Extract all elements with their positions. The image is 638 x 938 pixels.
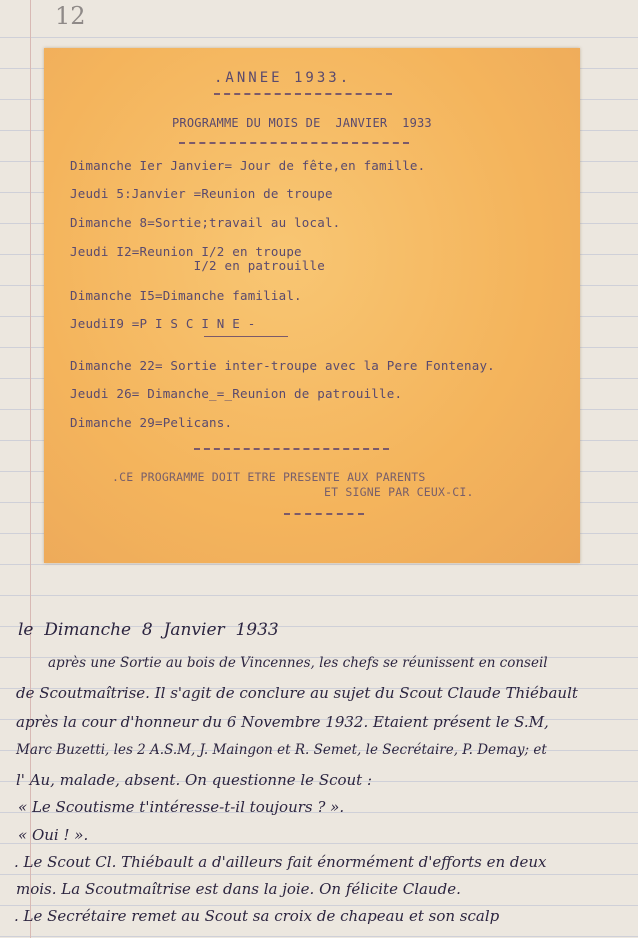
entry-line: après une Sortie au bois de Vincennes, les chefs se réunissent en conseil bbox=[48, 655, 548, 671]
entry-line: « Oui ! ». bbox=[18, 826, 89, 844]
entry-line: « Le Scoutisme t'intéresse-t-il toujours ? ». bbox=[18, 798, 345, 816]
schedule-line: I/2 en patrouille bbox=[70, 258, 325, 273]
schedule-line: Jeudi 26= Dimanche_=_Reunion de patrouille. bbox=[70, 386, 403, 401]
rule bbox=[194, 448, 389, 450]
rule bbox=[284, 513, 364, 515]
schedule-line: Dimanche 22= Sortie inter-troupe avec la Pere Fontenay. bbox=[70, 358, 495, 373]
note-line: ET SIGNE PAR CEUX-CI. bbox=[324, 485, 474, 499]
schedule-line: Dimanche 8=Sortie;travail au local. bbox=[70, 215, 341, 230]
schedule-line: Jeudi 5:Janvier =Reunion de troupe bbox=[70, 186, 333, 201]
rule bbox=[214, 93, 392, 95]
page-number: 12 bbox=[55, 2, 86, 30]
schedule-line: Jeudi I2=Reunion I/2 en troupe bbox=[70, 244, 302, 259]
note-line: .CE PROGRAMME DOIT ETRE PRESENTE AUX PARENTS bbox=[112, 470, 426, 484]
schedule-line: Dimanche I5=Dimanche familial. bbox=[70, 288, 302, 303]
entry-line: . Le Secrétaire remet au Scout sa croix de chapeau et son scalp bbox=[14, 907, 500, 925]
schedule-line: Dimanche 29=Pelicans. bbox=[70, 415, 233, 430]
entry-line: Marc Buzetti, les 2 A.S.M, J. Maingon et R. Semet, le Secrétaire, P. Demay; et bbox=[16, 742, 547, 758]
entry-line: mois. La Scoutmaîtrise est dans la joie. On félicite Claude. bbox=[16, 880, 461, 898]
entry-line: . Le Scout Cl. Thiébault a d'ailleurs fait énormément d'efforts en deux bbox=[14, 853, 547, 871]
program-title: PROGRAMME DU MOIS DE JANVIER 1933 bbox=[172, 116, 432, 130]
entry-line: après la cour d'honneur du 6 Novembre 1932. Etaient présent le S.M, bbox=[16, 713, 549, 731]
rule bbox=[179, 142, 409, 144]
schedule-line: JeudiI9 =P I S C I N E - bbox=[70, 316, 256, 331]
entry-line: de Scoutmaîtrise. Il s'agit de conclure au sujet du Scout Claude Thiébault bbox=[16, 684, 578, 702]
entry-line: l' Au, malade, absent. On questionne le Scout : bbox=[16, 771, 373, 789]
typed-program-sheet bbox=[44, 48, 580, 563]
year-header: .ANNEE 1933. bbox=[214, 70, 352, 86]
rule bbox=[204, 336, 288, 337]
entry-heading: le Dimanche 8 Janvier 1933 bbox=[18, 620, 279, 640]
schedule-line: Dimanche Ier Janvier= Jour de fête,en famille. bbox=[70, 158, 426, 173]
